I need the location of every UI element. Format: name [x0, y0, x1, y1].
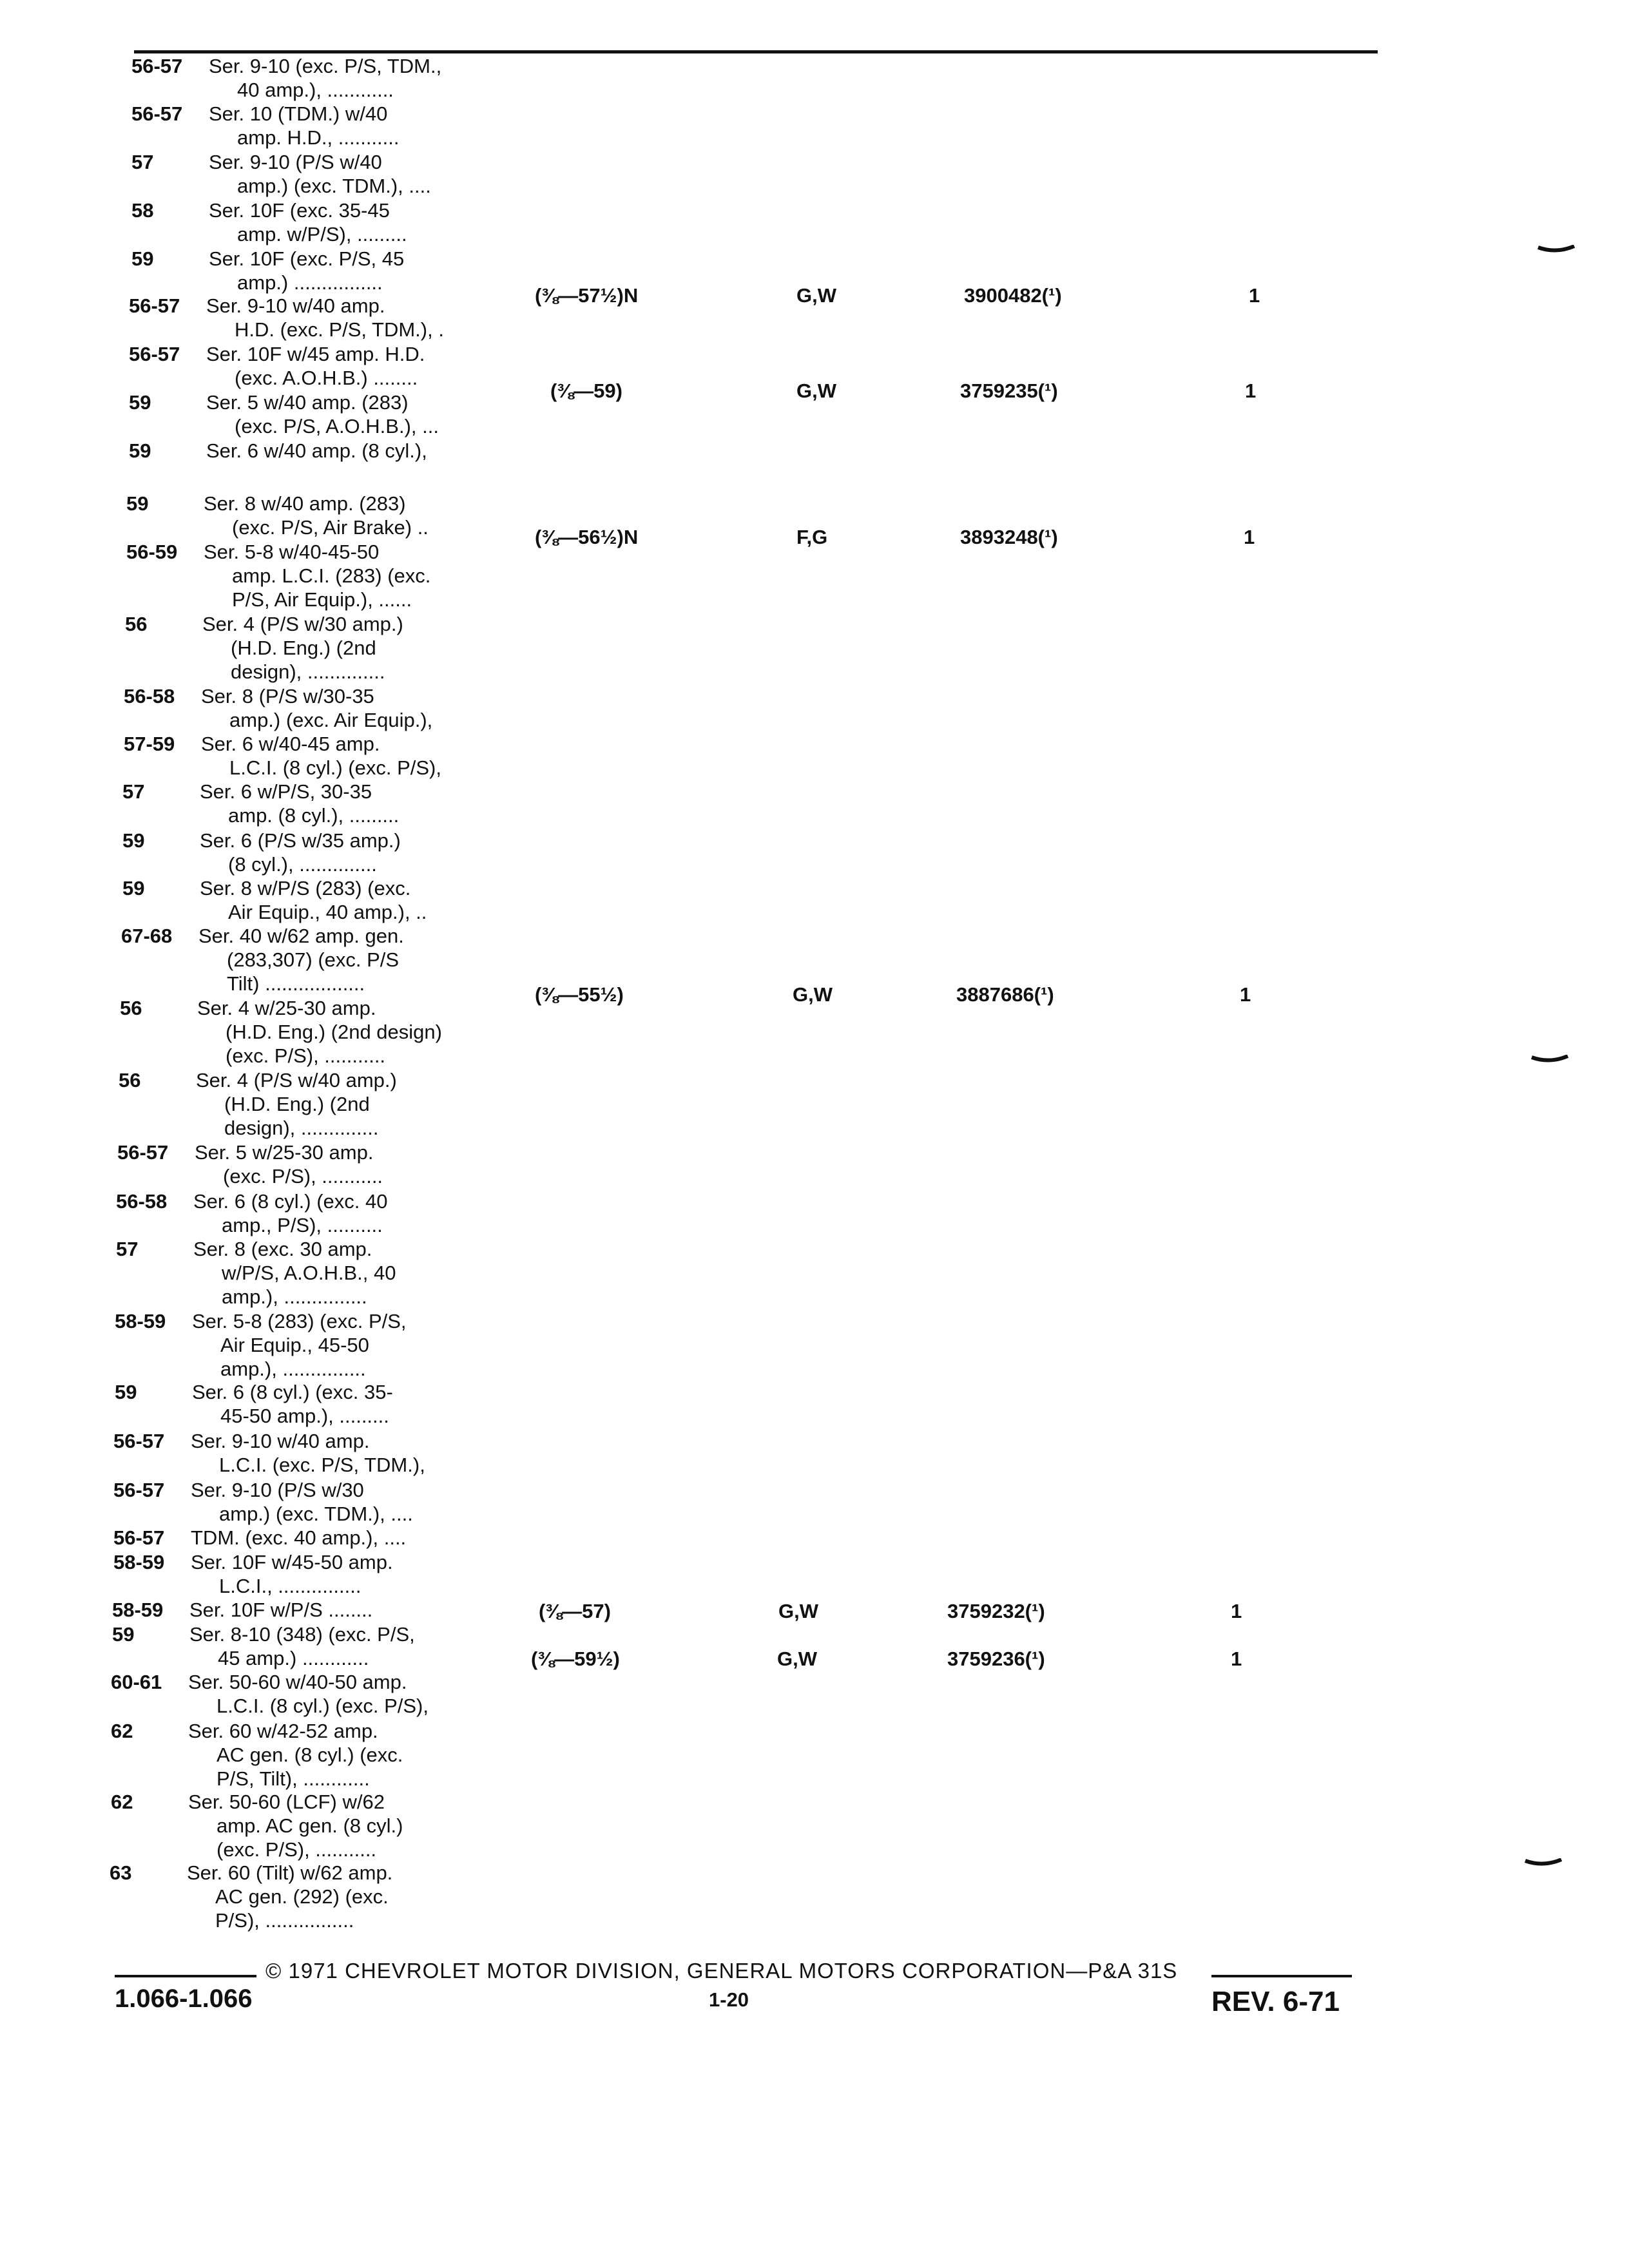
- description: Ser. 5-8 (283) (exc. P/S, Air Equip., 45-50 amp.), ...............: [192, 1310, 407, 1380]
- description: Ser. 6 w/P/S, 30-35 amp. (8 cyl.), .........: [200, 780, 400, 827]
- description: Ser. 6 (P/S w/35 amp.) (8 cyl.), ..............: [200, 829, 401, 876]
- page-number: 1-20: [709, 1988, 749, 2011]
- size-spec: (⅜—57): [539, 1600, 611, 1622]
- quantity: 1: [1249, 284, 1260, 307]
- description: Ser. 10F w/45 amp. H.D. (exc. A.O.H.B.) ........: [206, 343, 425, 389]
- code: G,W: [793, 983, 833, 1006]
- quantity: 1: [1240, 983, 1251, 1006]
- code: G,W: [796, 380, 836, 402]
- year-range: 56-57: [129, 294, 180, 317]
- description: Ser. 6 w/40 amp. (8 cyl.),: [206, 439, 427, 462]
- year-range: 62: [111, 1720, 133, 1742]
- year-range: 59: [129, 439, 151, 462]
- year-range: 56-57: [113, 1479, 165, 1501]
- footer-rule-left: [115, 1975, 256, 1977]
- year-range: 56: [125, 613, 148, 635]
- description: Ser. 8 (exc. 30 amp. w/P/S, A.O.H.B., 40 amp.), ...............: [193, 1238, 396, 1308]
- code: G,W: [796, 284, 836, 307]
- year-range: 57: [116, 1238, 139, 1260]
- footer-rule-right: [1211, 1975, 1352, 1977]
- year-range: 56-57: [113, 1430, 165, 1452]
- copyright-line: © 1971 CHEVROLET MOTOR DIVISION, GENERAL MOTORS CORPORATION—P&A 31S: [265, 1959, 1178, 1983]
- binder-mark-icon: [1530, 1055, 1569, 1064]
- quantity: 1: [1245, 380, 1257, 402]
- part-number: 3759235(¹): [960, 380, 1058, 402]
- quantity: 1: [1244, 526, 1255, 548]
- size-spec: (⅜—57½)N: [535, 284, 639, 307]
- binder-mark-icon: [1524, 1858, 1563, 1867]
- description: Ser. 10F (exc. 35-45 amp. w/P/S), .........: [209, 199, 407, 245]
- size-spec: (⅜—59½): [531, 1648, 620, 1670]
- description: TDM. (exc. 40 amp.), ....: [191, 1526, 407, 1549]
- year-range: 56-59: [126, 541, 178, 563]
- year-range: 59: [112, 1623, 135, 1646]
- quantity: 1: [1231, 1600, 1242, 1622]
- year-range: 59: [126, 492, 149, 515]
- year-range: 58-59: [112, 1599, 164, 1621]
- year-range: 59: [122, 877, 145, 899]
- description: Ser. 4 w/25-30 amp. (H.D. Eng.) (2nd design) (exc. P/S), ...........: [197, 997, 442, 1067]
- part-number: 3759232(¹): [947, 1600, 1045, 1622]
- code: G,W: [778, 1600, 818, 1622]
- year-range: 56: [119, 1069, 141, 1091]
- year-range: 57-59: [124, 733, 175, 755]
- description: Ser. 5 w/40 amp. (283) (exc. P/S, A.O.H.B.), ...: [206, 391, 439, 437]
- year-range: 58: [131, 199, 154, 222]
- description: Ser. 8 w/P/S (283) (exc. Air Equip., 40 amp.), ..: [200, 877, 427, 923]
- code: G,W: [777, 1648, 817, 1670]
- description: Ser. 6 w/40-45 amp. L.C.I. (8 cyl.) (exc. P/S),: [201, 733, 441, 779]
- year-range: 59: [122, 829, 145, 852]
- year-range: 58-59: [115, 1310, 166, 1332]
- revision-label: REV. 6-71: [1211, 1986, 1340, 2017]
- description: Ser. 60 (Tilt) w/62 amp. AC gen. (292) (exc. P/S), ................: [187, 1861, 393, 1932]
- description: Ser. 6 (8 cyl.) (exc. 35- 45-50 amp.), .........: [192, 1381, 393, 1427]
- year-range: 67-68: [121, 925, 173, 947]
- description: Ser. 8 (P/S w/30-35 amp.) (exc. Air Equip.),: [201, 685, 433, 731]
- description: Ser. 9-10 (P/S w/40 amp.) (exc. TDM.), ....: [209, 151, 431, 197]
- binder-mark-icon: [1537, 245, 1576, 254]
- description: Ser. 10F w/45-50 amp. L.C.I., ...............: [191, 1551, 393, 1597]
- part-number: 3887686(¹): [956, 983, 1054, 1006]
- year-range: 60-61: [111, 1671, 162, 1693]
- year-range: 57: [131, 151, 154, 173]
- description: Ser. 9-10 (P/S w/30 amp.) (exc. TDM.), ....: [191, 1479, 413, 1525]
- description: Ser. 5-8 w/40-45-50 amp. L.C.I. (283) (exc. P/S, Air Equip.), ......: [204, 541, 431, 611]
- description: Ser. 9-10 (exc. P/S, TDM., 40 amp.), ............: [209, 55, 442, 101]
- part-number: 3900482(¹): [964, 284, 1062, 307]
- year-range: 63: [110, 1861, 132, 1884]
- year-range: 62: [111, 1791, 133, 1813]
- code: F,G: [796, 526, 828, 548]
- year-range: 56-57: [131, 102, 183, 125]
- description: Ser. 50-60 w/40-50 amp. L.C.I. (8 cyl.) (exc. P/S),: [188, 1671, 429, 1717]
- size-spec: (⅜—59): [550, 380, 622, 402]
- description: Ser. 9-10 w/40 amp. L.C.I. (exc. P/S, TDM.),: [191, 1430, 425, 1476]
- description: Ser. 4 (P/S w/30 amp.) (H.D. Eng.) (2nd design), ..............: [202, 613, 403, 683]
- year-range: 56-57: [113, 1526, 165, 1549]
- year-range: 59: [115, 1381, 137, 1403]
- description: Ser. 40 w/62 amp. gen. (283,307) (exc. P/S Tilt) ..................: [198, 925, 404, 995]
- year-range: 56: [120, 997, 142, 1019]
- part-number: 3759236(¹): [947, 1648, 1045, 1670]
- group-number: 1.066-1.066: [115, 1984, 253, 2013]
- year-range: 56-58: [124, 685, 175, 707]
- year-range: 57: [122, 780, 145, 803]
- year-range: 56-58: [116, 1190, 168, 1213]
- year-range: 56-57: [117, 1141, 169, 1164]
- size-spec: (⅜—56½)N: [535, 526, 639, 548]
- description: Ser. 8-10 (348) (exc. P/S, 45 amp.) ............: [189, 1623, 415, 1669]
- description: Ser. 8 w/40 amp. (283) (exc. P/S, Air Brake) ..: [204, 492, 429, 539]
- description: Ser. 10 (TDM.) w/40 amp. H.D., ...........: [209, 102, 400, 149]
- year-range: 58-59: [113, 1551, 165, 1573]
- part-number: 3893248(¹): [960, 526, 1058, 548]
- description: Ser. 60 w/42-52 amp. AC gen. (8 cyl.) (exc. P/S, Tilt), ............: [188, 1720, 403, 1790]
- description: Ser. 6 (8 cyl.) (exc. 40 amp., P/S), ..........: [193, 1190, 388, 1236]
- year-range: 56-57: [129, 343, 180, 365]
- description: Ser. 5 w/25-30 amp. (exc. P/S), ...........: [195, 1141, 383, 1187]
- description: Ser. 50-60 (LCF) w/62 amp. AC gen. (8 cyl.) (exc. P/S), ...........: [188, 1791, 403, 1861]
- description: Ser. 4 (P/S w/40 amp.) (H.D. Eng.) (2nd design), ..............: [196, 1069, 397, 1139]
- description: Ser. 9-10 w/40 amp. H.D. (exc. P/S, TDM.), .: [206, 294, 444, 341]
- year-range: 59: [131, 247, 154, 270]
- year-range: 59: [129, 391, 151, 414]
- description: Ser. 10F (exc. P/S, 45 amp.) ................: [209, 247, 405, 294]
- year-range: 56-57: [131, 55, 183, 77]
- quantity: 1: [1231, 1648, 1242, 1670]
- size-spec: (⅜—55½): [535, 983, 624, 1006]
- description: Ser. 10F w/P/S ........: [189, 1599, 373, 1621]
